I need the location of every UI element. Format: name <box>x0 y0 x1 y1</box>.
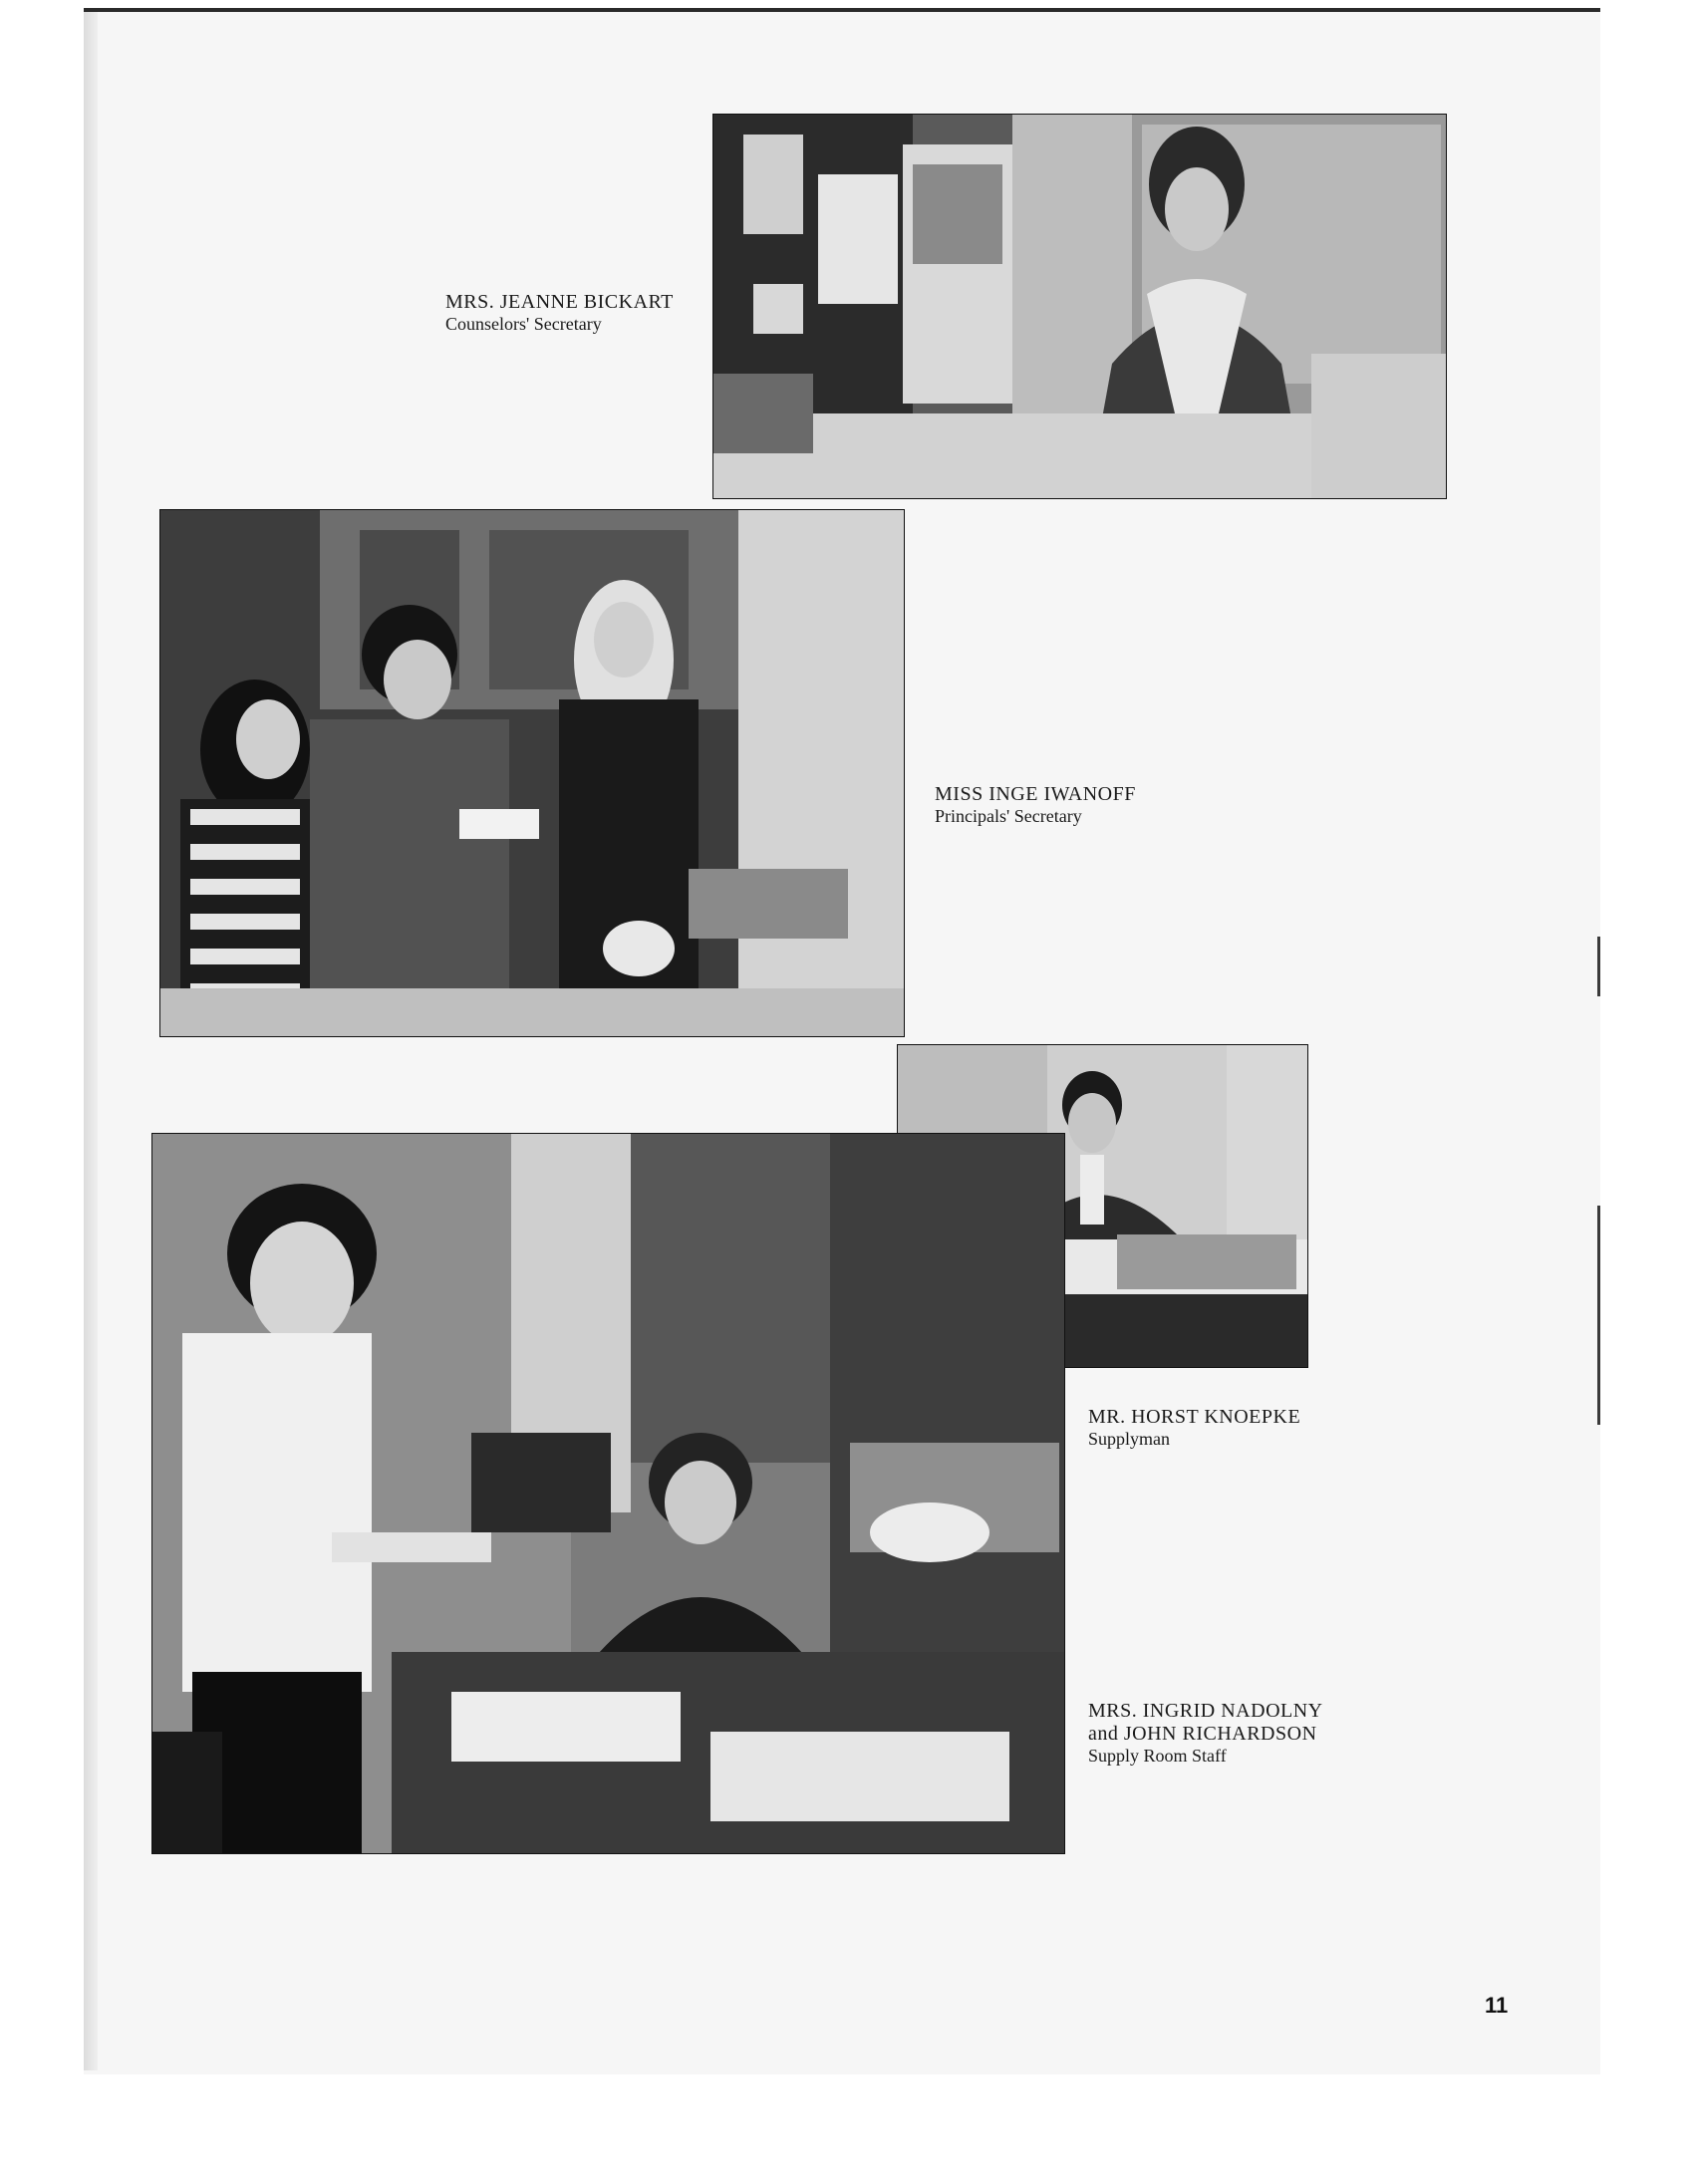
caption-role: Supplyman <box>1088 1429 1171 1449</box>
page-edge-mark <box>1597 1206 1600 1425</box>
photo-principals-secretary <box>159 509 905 1037</box>
photo-supply-room-staff <box>151 1133 1065 1854</box>
page-number: 11 <box>1485 1993 1509 2018</box>
caption-name: MISS INGE IWANOFF <box>935 783 1136 805</box>
caption-role: Supply Room Staff <box>1088 1746 1227 1766</box>
caption-name: and JOHN RICHARDSON <box>1088 1723 1317 1745</box>
caption-role: Principals' Secretary <box>935 806 1082 826</box>
page-edge-mark <box>1597 937 1600 996</box>
caption-bickart <box>445 291 674 335</box>
caption-knoepke <box>1088 1406 1300 1450</box>
caption-name: MRS. INGRID NADOLNY <box>1088 1700 1323 1722</box>
page-binding-edge <box>84 12 98 2070</box>
caption-role: Counselors' Secretary <box>445 314 602 334</box>
caption-name: MRS. JEANNE BICKART <box>445 291 674 313</box>
photo-counselors-secretary <box>712 114 1447 499</box>
caption-name: MR. HORST KNOEPKE <box>1088 1406 1301 1428</box>
caption-iwanoff <box>935 783 1136 827</box>
caption-nadolny-richardson <box>1088 1700 1323 1767</box>
